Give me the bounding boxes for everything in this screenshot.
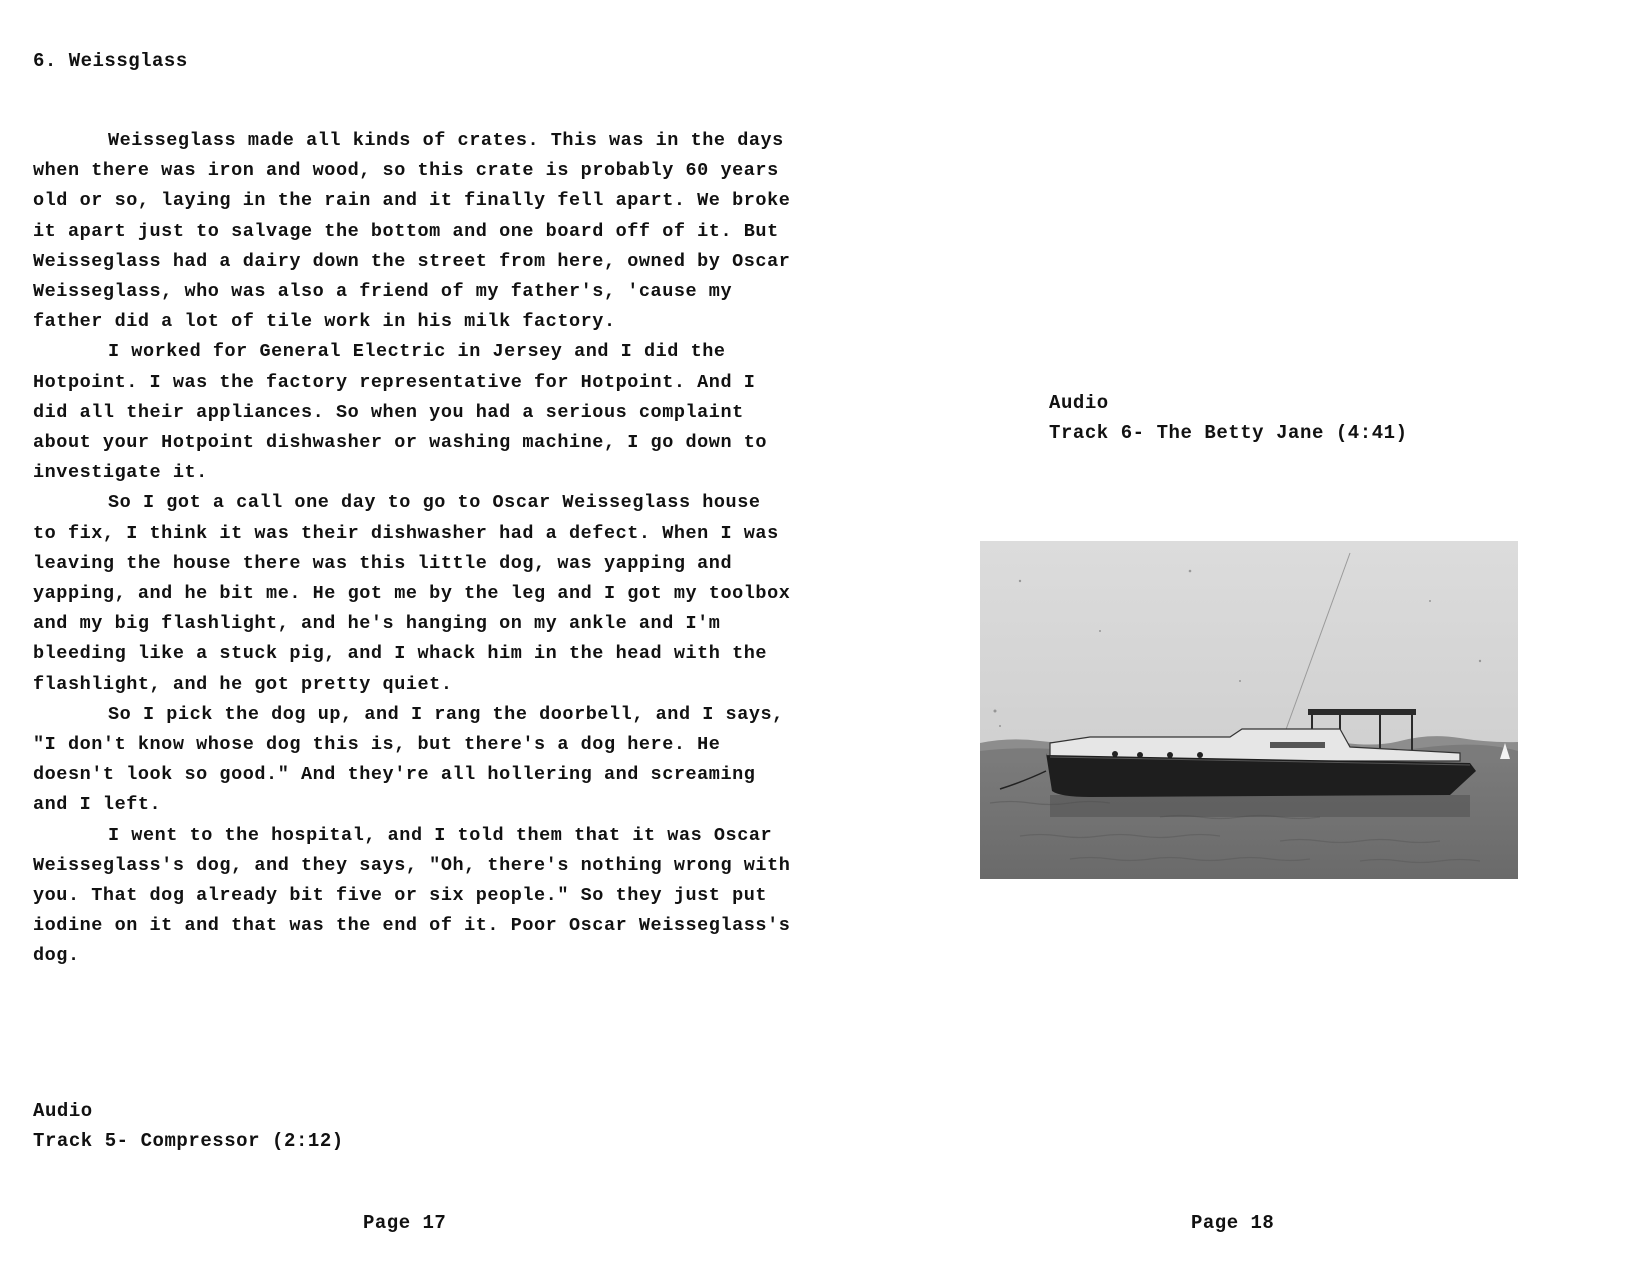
page-number-right: Page 18 bbox=[1191, 1212, 1275, 1234]
story-paragraph: I worked for General Electric in Jersey and I did the Hotpoint. I was the factory representative for Hotpoint. And I did all their appliances. So when you had a serious complaint about your Hotpoint dishwasher or washing machine, I go down to investigate it. bbox=[33, 341, 768, 484]
right-page bbox=[825, 0, 1650, 1275]
story-paragraph: I went to the hospital, and I told them that it was Oscar Weisseglass's dog, and they says, "Oh, there's nothing wrong with you. That dog already bit five or six people." So they just put iodine on it and that was the end of it. Poor Oscar Weisseglass's dog. bbox=[33, 824, 791, 967]
story-paragraph: Weisseglass made all kinds of crates. This was in the days when there was iron and wood, so this crate is probably 60 years old or so, laying in the rain and it finally fell apart. We broke it apart just to salvage the bottom and one board off of it. But Weisseglass had a dairy down the street from here, owned by Oscar Weisseglass, who was also a friend of my father's, 'cause my father did a lot of tile work in his milk factory. bbox=[33, 130, 791, 333]
audio-heading: Audio bbox=[33, 1100, 93, 1122]
audio-reference-right bbox=[1049, 388, 1408, 448]
audio-reference-left bbox=[33, 1096, 344, 1156]
page-number-left: Page 17 bbox=[363, 1212, 447, 1234]
story-paragraph: So I pick the dog up, and I rang the doorbell, and I says, "I don't know whose dog this is, but there's a dog here. He doesn't look so good." And they're all hollering and screaming and I left. bbox=[33, 703, 784, 816]
audio-heading: Audio bbox=[1049, 392, 1109, 414]
audio-track-label: Track 5- Compressor (2:12) bbox=[33, 1130, 344, 1153]
story-text bbox=[33, 126, 793, 972]
story-paragraph: So I got a call one day to go to Oscar Weisseglass house to fix, I think it was their dishwasher had a defect. When I was leaving the house there was this little dog, was yapping and yapping, and he bit me. He got me by the leg and I got my toolbox and my big flashlight, and he's hanging on my ankle and I'm bleeding like a stuck pig, and I whack him in the head with the flashlight, and he got pretty quiet. bbox=[33, 492, 791, 695]
chapter-title: 6. Weissglass bbox=[33, 50, 188, 72]
audio-track-label: Track 6- The Betty Jane (4:41) bbox=[1049, 422, 1408, 445]
boat-photo bbox=[980, 541, 1518, 879]
